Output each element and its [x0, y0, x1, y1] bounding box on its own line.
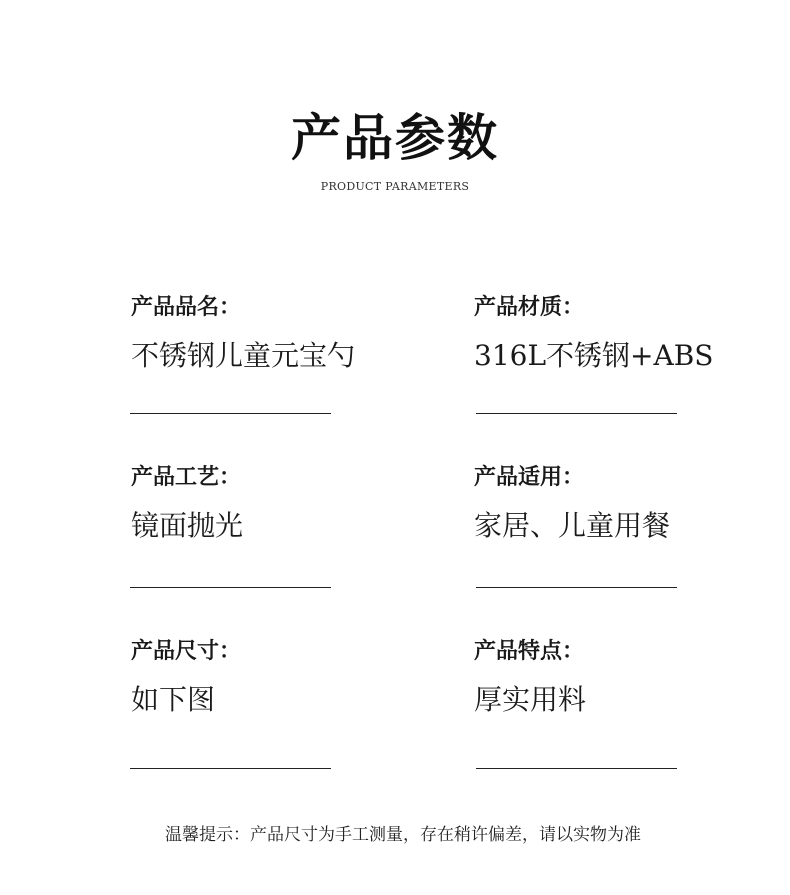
param-underline: [476, 413, 677, 414]
param-underline: [130, 768, 331, 769]
param-product-name: [131, 292, 361, 374]
param-value: 如下图: [131, 683, 216, 716]
param-value: 不锈钢儿童元宝勺: [131, 339, 356, 372]
param-underline: [130, 587, 331, 588]
param-size: [131, 636, 361, 718]
param-underline: [476, 768, 677, 769]
param-usage: [474, 462, 704, 544]
param-feature: [474, 636, 704, 718]
param-underline: [476, 587, 677, 588]
param-underline: [130, 413, 331, 414]
page-title: 产品参数: [291, 108, 499, 167]
param-value: 316L不锈钢+ABS: [474, 339, 714, 372]
param-label: 产品材质：: [474, 294, 585, 320]
param-label: 产品特点：: [474, 638, 585, 664]
param-label: 产品适用：: [474, 464, 585, 490]
param-label: 产品工艺：: [131, 464, 242, 490]
param-label: 产品尺寸：: [131, 638, 242, 664]
param-value: 家居、儿童用餐: [474, 509, 671, 542]
param-material: [474, 292, 714, 374]
param-craft: [131, 462, 361, 544]
param-label: 产品品名：: [131, 294, 242, 320]
param-value: 镜面抛光: [131, 509, 244, 542]
page-subtitle: PRODUCT PARAMETERS: [320, 180, 470, 193]
footer-note: 温馨提示：产品尺寸为手工测量，存在稍许偏差，请以实物为准: [165, 825, 641, 845]
param-value: 厚实用料: [474, 683, 587, 716]
